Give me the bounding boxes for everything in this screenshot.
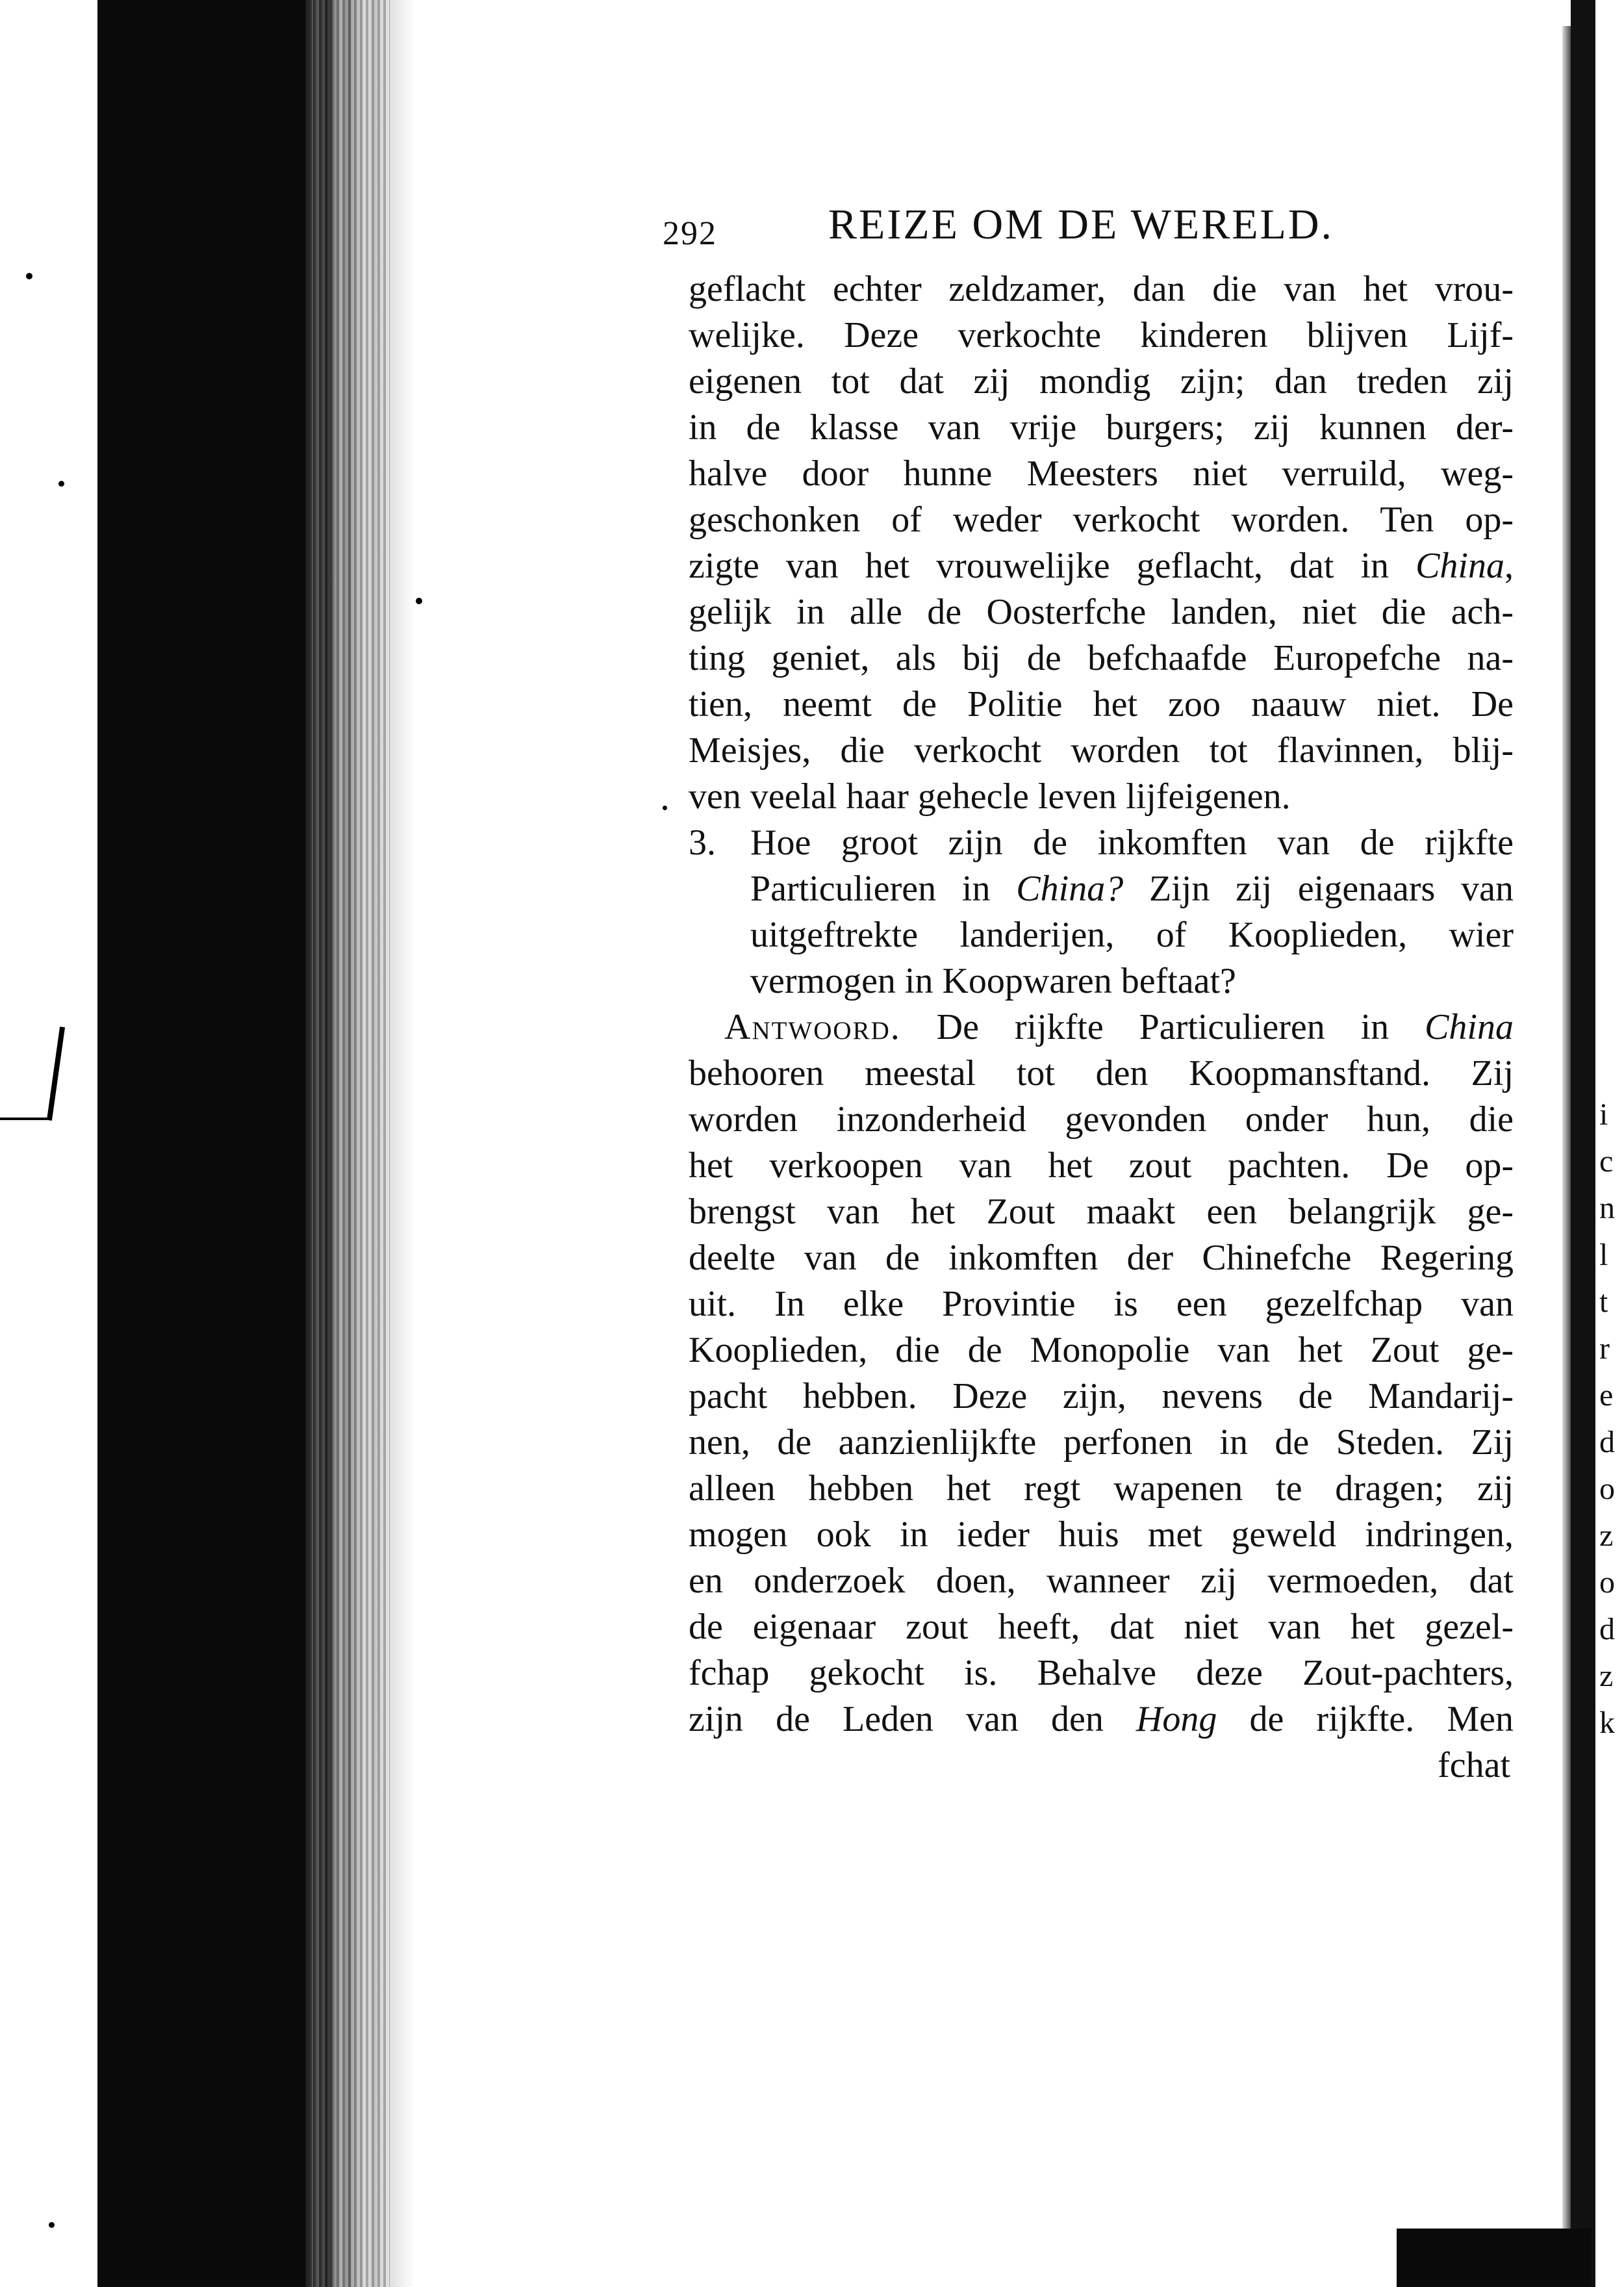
facing-letter: c xyxy=(1599,1144,1614,1179)
text-run: de rijkfte. Men xyxy=(1217,1699,1514,1739)
answer-line: uit. In elke Provintie is een gezelfchap van xyxy=(689,1284,1514,1324)
text-line: gelijk in alle de Oosterfche landen, niet die ach- xyxy=(689,592,1514,632)
text-run: Particulieren in xyxy=(750,869,1017,909)
text-line: geflacht echter zeldzamer, dan die van het vrou- xyxy=(689,269,1514,309)
answer-line xyxy=(689,1004,1514,1051)
facing-letter: r xyxy=(1599,1331,1610,1366)
text-line: halve door hunne Meesters niet verruild, weg- xyxy=(689,454,1514,494)
facing-letter: z xyxy=(1599,1659,1614,1693)
text-run: , xyxy=(1504,546,1514,586)
text-line: ting geniet, als bij de befchaafde Europefche na- xyxy=(689,638,1514,678)
facing-letter: o xyxy=(1599,1565,1615,1600)
answer-label: Antwoord. xyxy=(724,1007,901,1047)
question-line xyxy=(689,866,1514,912)
text-line: eigenen tot dat zij mondig zijn; dan treden zij xyxy=(689,361,1514,402)
text-line: welijke. Deze verkochte kinderen blijven Lijf- xyxy=(689,315,1514,355)
text-line: Meisjes, die verkocht worden tot flavinnen, blij- xyxy=(689,730,1514,771)
facing-page-gutter xyxy=(1562,26,1571,2235)
text-line: in de klasse van vrije burgers; zij kunnen der- xyxy=(689,407,1514,448)
facing-letter: o xyxy=(1599,1472,1615,1506)
italic-word: China xyxy=(1415,546,1504,586)
answer-line: behooren meestal tot den Koopmansftand. Zij xyxy=(689,1053,1514,1093)
text-line: geschonken of weder verkocht worden. Ten op- xyxy=(689,500,1514,540)
text-run: zijn de Leden van den xyxy=(689,1699,1136,1739)
question-line xyxy=(689,820,1514,866)
question-number: 3. xyxy=(689,823,716,863)
text-run: De rijkfte Particulieren in xyxy=(900,1007,1425,1047)
answer-line: worden inzonderheid gevonden onder hun, die xyxy=(689,1099,1514,1140)
answer-line: het verkoopen van het zout pachten. De op- xyxy=(689,1145,1514,1186)
facing-page-fragment xyxy=(1599,1092,1624,1746)
facing-letter: z xyxy=(1599,1518,1614,1553)
answer-line: brengst van het Zout maakt een belangrijk ge- xyxy=(689,1192,1514,1232)
text-run: Hoe groot zijn de inkomften van de rijkfte xyxy=(750,823,1514,863)
dust-speck xyxy=(416,598,422,604)
answer-line: nen, de aanzienlijkfte perfonen in de Steden. Zij xyxy=(689,1422,1514,1463)
question-line: uitgeftrekte landerijen, of Kooplieden, wier xyxy=(750,915,1514,955)
running-head: REIZE OM DE WERELD. xyxy=(828,201,1334,248)
answer-line: Kooplieden, die de Monopolie van het Zout ge- xyxy=(689,1330,1514,1370)
page-header xyxy=(650,188,1520,260)
dust-speck xyxy=(58,481,64,487)
italic-word: China? xyxy=(1016,869,1124,909)
answer-line: en onderzoek doen, wanneer zij vermoeden, dat xyxy=(689,1561,1514,1601)
text-line: tien, neemt de Politie het zoo naauw niet. De xyxy=(689,684,1514,724)
facing-letter: d xyxy=(1599,1425,1615,1459)
page-stack-texture xyxy=(312,0,390,2287)
text-run: Zijn zij eigenaars van xyxy=(1123,869,1514,909)
dust-speck xyxy=(663,806,667,810)
question-line: vermogen in Koopwaren beftaat? xyxy=(750,961,1236,1001)
facing-page-edge xyxy=(1571,0,1595,2287)
catchword: fchat xyxy=(1438,1745,1510,1785)
dust-speck xyxy=(49,2222,55,2228)
facing-letter: e xyxy=(1599,1378,1614,1412)
answer-line: pacht hebben. Deze zijn, nevens de Mandarij- xyxy=(689,1376,1514,1416)
scan-border xyxy=(1397,2229,1592,2287)
answer-line: de eigenaar zout heeft, dat niet van het gezel- xyxy=(689,1607,1514,1647)
text-page xyxy=(650,188,1520,1785)
book-spine-shadow xyxy=(97,0,312,2287)
dust-speck xyxy=(26,273,32,279)
answer-line: mogen ook in ieder huis met geweld indringen, xyxy=(689,1514,1514,1555)
text-line xyxy=(689,543,1514,589)
facing-letter: t xyxy=(1599,1284,1608,1319)
answer-line: fchap gekocht is. Behalve deze Zout-pachters, xyxy=(689,1653,1514,1693)
facing-letter: l xyxy=(1599,1238,1608,1272)
italic-word: China xyxy=(1425,1007,1514,1047)
answer-line xyxy=(689,1696,1514,1743)
text-line: ven veelal haar gehecle leven lijfeigenen. xyxy=(689,776,1291,817)
answer-line: deelte van de inkomften der Chinefche Regering xyxy=(689,1238,1514,1278)
facing-letter: n xyxy=(1599,1191,1615,1225)
margin-mark xyxy=(0,1118,52,1120)
text-run: zigte van het vrouwelijke geflacht, dat in xyxy=(689,546,1416,586)
body-text xyxy=(689,266,1514,1789)
answer-line: alleen hebben het regt wapenen te dragen; zij xyxy=(689,1468,1514,1509)
facing-letter: i xyxy=(1599,1097,1608,1132)
page-number: 292 xyxy=(663,215,717,252)
facing-letter: k xyxy=(1599,1706,1615,1740)
facing-letter: d xyxy=(1599,1612,1615,1646)
italic-word: Hong xyxy=(1136,1699,1217,1739)
